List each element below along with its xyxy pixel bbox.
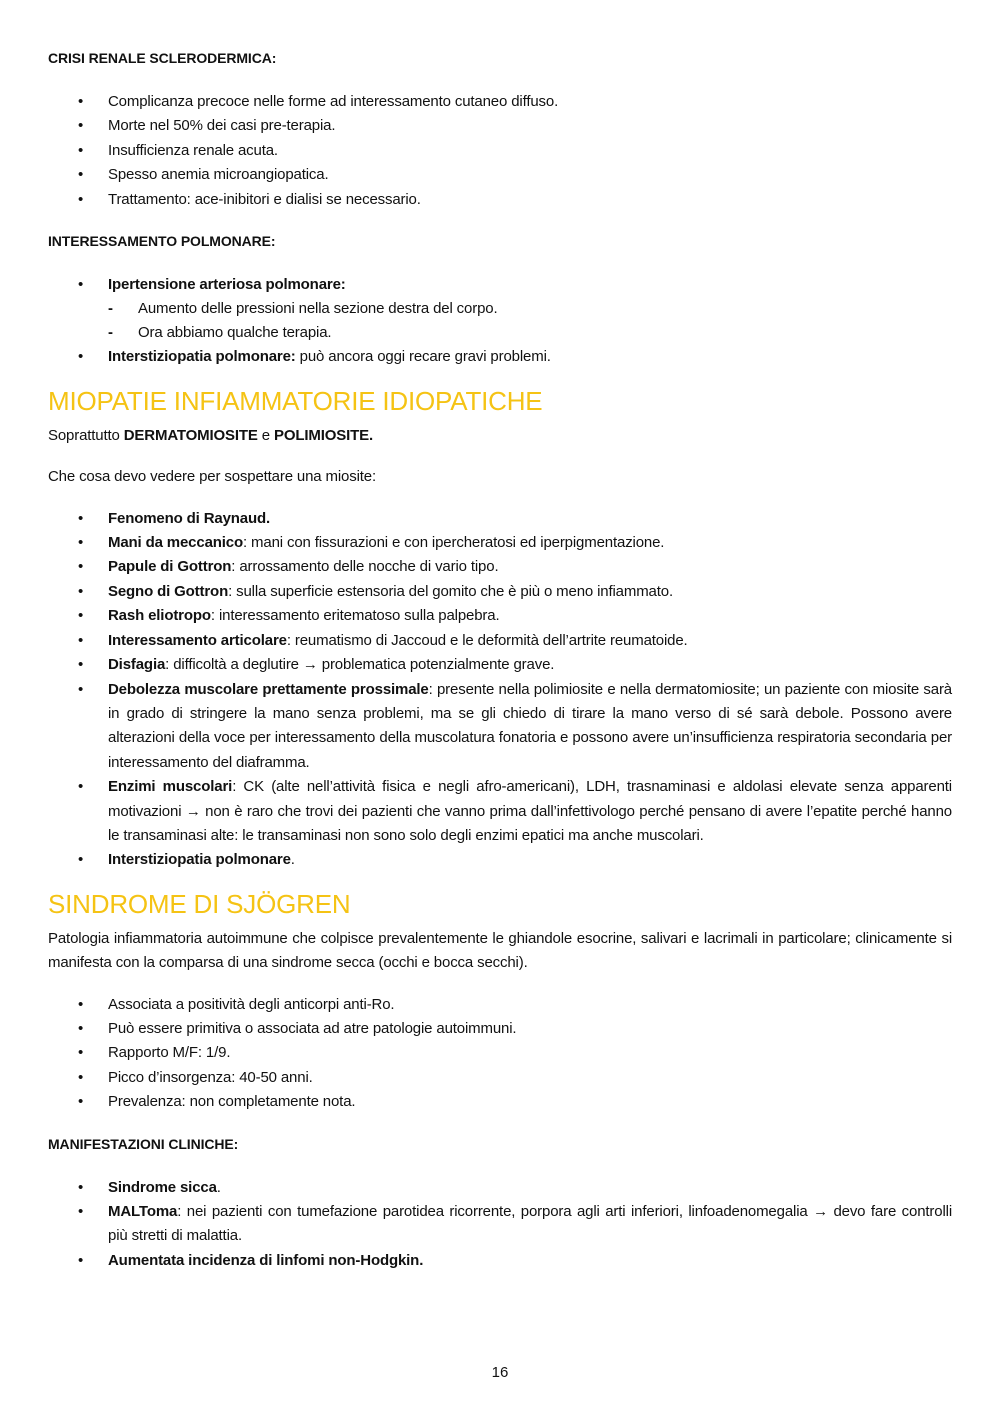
item-text: : reumatismo di Jaccoud e le deformità dell’artrite reumatoide. — [286, 631, 688, 649]
list-item: • Trattamento: ace-inibitori e dialisi se necessario. — [48, 188, 952, 212]
item-bold: Segno di Gottron — [108, 582, 229, 600]
item-bold: Rash eliotropo — [108, 607, 211, 625]
miopatie-list — [48, 507, 952, 873]
interessamento-polmonare-heading: INTERESSAMENTO POLMONARE: — [48, 233, 276, 250]
list-item — [48, 1200, 952, 1249]
sjogren-list — [48, 993, 952, 1115]
item-bold: MALToma — [108, 1203, 178, 1220]
sub-list — [108, 297, 952, 345]
list-item: • Rapporto M/F: 1/9. — [48, 1041, 952, 1065]
list-item: • Spesso anemia microangiopatica. — [48, 163, 952, 187]
crisi-renale-list — [48, 90, 952, 212]
item-text: : nei pazienti con tumefazione parotidea ricorrente, porpora agli arti inferiori, linfoadenomegalia → devo fare controlli più stretti di malattia. — [108, 1203, 952, 1245]
intro-bold: DERMATOMIOSITE — [123, 426, 258, 444]
list-item — [48, 345, 952, 369]
item-text: : presente nella polimiosite e nella dermatomiosite; un paziente con miosite sarà in grado di stringere la mano senza problemi, ma se gli chiedo di tirare la mano verso di sé sarà debole. Possono avere alterazioni della voce per interessamento della muscolatura fonatoria e possono avere un’insufficienza respiratoria secondaria per interessamento del diaframma. — [108, 680, 952, 771]
list-item — [48, 1176, 952, 1200]
item-bold: Enzimi muscolari — [108, 778, 233, 796]
list-item — [48, 629, 952, 653]
item-bold: Debolezza muscolare prettamente prossimale — [108, 680, 429, 698]
crisi-renale-heading: CRISI RENALE SCLERODERMICA: — [48, 50, 277, 66]
polmonare-list — [48, 273, 952, 370]
list-item: • Picco d’insorgenza: 40-50 anni. — [48, 1066, 952, 1090]
sjogren-intro: Patologia infiammatoria autoimmune che colpisce prevalentemente le ghiandole esocrine, salivari e lacrimali in particolare; clinicamente si manifesta con la comparsa di una sindrome secca (occhi e bocca secchi). — [48, 929, 952, 972]
sub-list-item: - Ora abbiamo qualche terapia. — [108, 321, 952, 345]
list-item: • Prevalenza: non completamente nota. — [48, 1090, 952, 1114]
item-bold: Interstiziopatia polmonare: — [108, 348, 296, 366]
list-item: • Insufficienza renale acuta. — [48, 139, 952, 163]
list-item — [48, 653, 952, 677]
item-text: : interessamento eritematoso sulla palpebra. — [210, 607, 500, 625]
list-item: • Associata a positività degli anticorpi anti-Ro. — [48, 993, 952, 1017]
list-item — [48, 555, 952, 579]
manifestazioni-list — [48, 1176, 952, 1274]
list-item — [48, 604, 952, 628]
page-number: 16 — [491, 1364, 509, 1381]
intro-text: e — [257, 426, 274, 444]
item-bold: Aumentata incidenza di linfomi non-Hodgkin. — [108, 1251, 424, 1269]
item-bold: Interessamento articolare — [108, 631, 287, 649]
list-item — [48, 580, 952, 604]
list-item: • Complicanza precoce nelle forme ad interessamento cutaneo diffuso. — [48, 90, 952, 114]
item-bold: Disfagia — [108, 656, 166, 674]
item-text: : CK (alte nell’attività fisica e negli afro-americani), LDH, trasnaminasi e aldolasi elevate senza apparenti motivazioni → non è raro che trovi dei pazienti che vanno prima dall’infettivologo perché pensano di avere l’epatite perché hanno le transaminasi alte: le transaminasi non sono solo degli enzimi epatici ma anche muscolari. — [108, 778, 952, 844]
sub-list-item: - Aumento delle pressioni nella sezione destra del corpo. — [108, 297, 952, 321]
item-text: : sulla superficie estensoria del gomito che è più o meno infiammato. — [228, 582, 673, 600]
list-item — [48, 848, 952, 872]
list-item — [48, 1249, 952, 1273]
item-text: : mani con fissurazioni e con ipercheratosi ed iperpigmentazione. — [243, 534, 665, 552]
manifestazioni-heading: MANIFESTAZIONI CLINICHE: — [48, 1135, 239, 1152]
item-bold: Interstiziopatia polmonare — [108, 851, 291, 869]
item-bold: Mani da meccanico — [108, 534, 243, 552]
item-bold: Fenomeno di Raynaud. — [108, 509, 271, 527]
miopatie-intro — [48, 424, 952, 448]
list-item — [48, 507, 952, 531]
list-item — [48, 678, 952, 776]
list-item — [48, 531, 952, 555]
sjogren-title: SINDROME DI SJÖGREN — [48, 888, 351, 919]
miopatie-question: Che cosa devo vedere per sospettare una miosite: — [48, 468, 376, 486]
item-bold: Ipertensione arteriosa polmonare: — [108, 276, 346, 294]
intro-text: Soprattutto — [48, 426, 124, 444]
item-bold: Papule di Gottron — [108, 558, 232, 576]
list-item — [48, 775, 952, 848]
miopatie-title: MIOPATIE INFIAMMATORIE IDIOPATICHE — [48, 385, 543, 416]
list-item: • Morte nel 50% dei casi pre-terapia. — [48, 114, 952, 138]
item-text: . — [290, 851, 295, 869]
list-item: • Può essere primitiva o associata ad atre patologie autoimmuni. — [48, 1017, 952, 1041]
item-text: : arrossamento delle nocche di vario tipo. — [231, 558, 499, 576]
item-text: : difficoltà a deglutire → problematica potenzialmente grave. — [165, 656, 555, 674]
item-text: . — [216, 1178, 221, 1196]
item-bold: Sindrome sicca — [108, 1178, 217, 1196]
item-text: può ancora oggi recare gravi problemi. — [295, 348, 551, 366]
list-item — [48, 273, 952, 345]
intro-bold: POLIMIOSITE. — [274, 426, 374, 444]
